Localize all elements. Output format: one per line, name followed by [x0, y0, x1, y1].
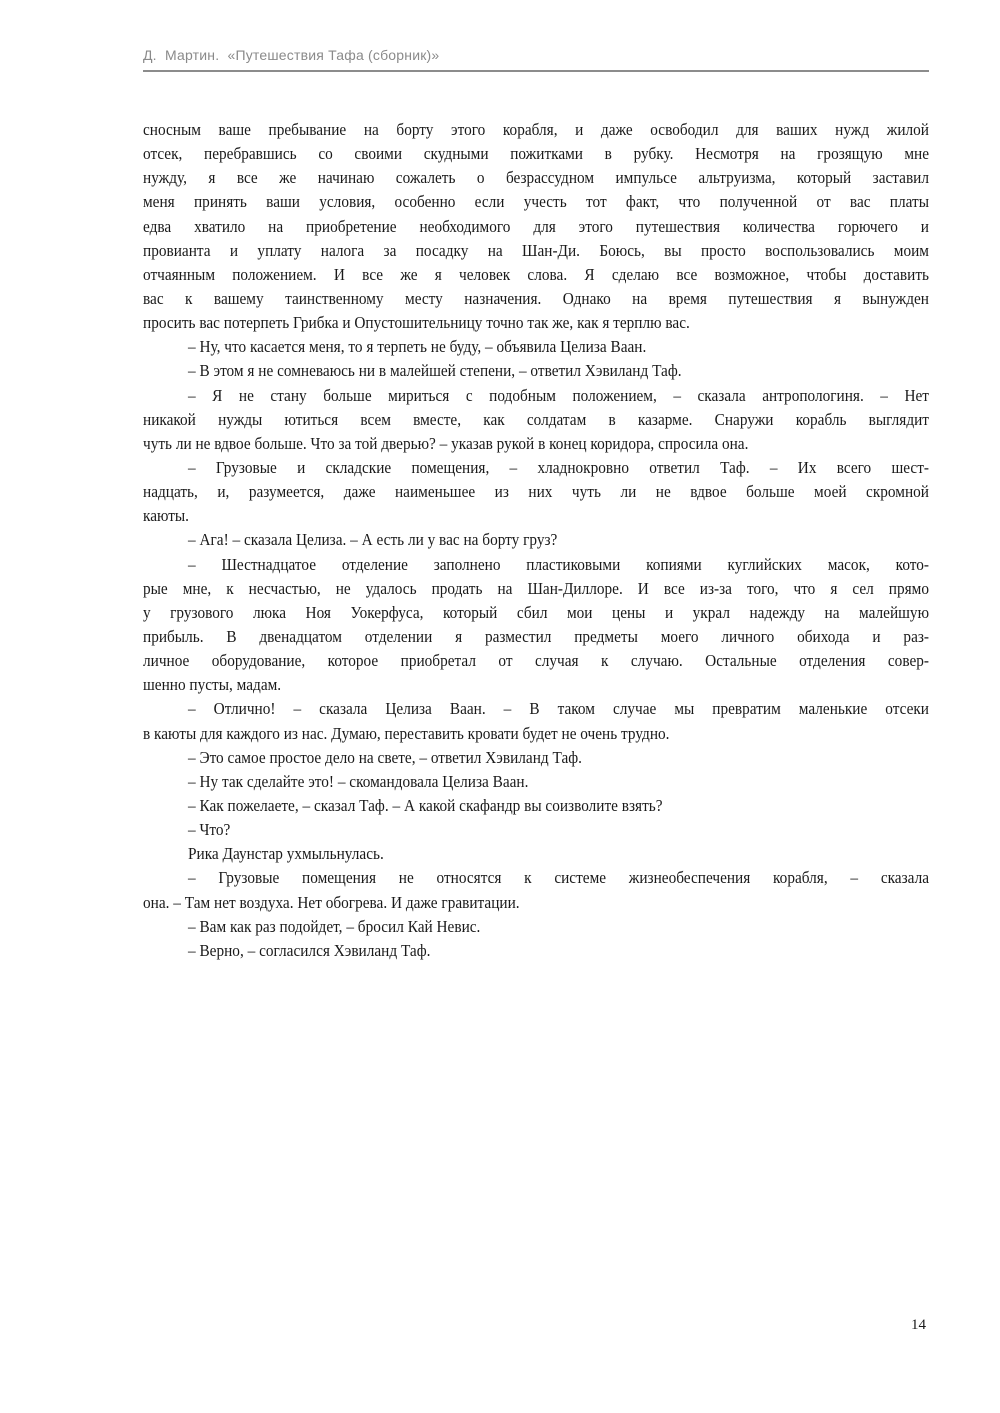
text-line — [143, 432, 929, 456]
text-line-content: меня принять ваши условия, особенно если учесть тот факт, что полученной от вас платы — [143, 192, 930, 212]
text-line-content: – Я не стану больше мириться с подобным положением, – сказала антропологиня. – Нет — [188, 385, 929, 405]
text-line-content: – Что? — [188, 820, 231, 840]
text-line — [143, 553, 929, 577]
text-line-content: шенно пусты, мадам. — [143, 675, 282, 695]
text-line — [143, 673, 929, 697]
text-line — [143, 891, 929, 915]
text-line-content: у грузового люка Ноя Уокерфуса, который сбил мои цены и украл надежду на малейшую — [143, 602, 930, 622]
text-line — [143, 504, 929, 528]
text-line-content: никакой нужды ютиться всем вместе, как солдатам в казарме. Снаружи корабль выглядит — [143, 409, 929, 429]
text-line — [143, 480, 929, 504]
text-line-content: – Ну так сделайте это! – скомандовала Целиза Ваан. — [188, 771, 529, 791]
text-line — [143, 528, 929, 552]
text-line — [143, 263, 929, 287]
text-line-content: каюты. — [143, 506, 190, 526]
text-line-content: рые мне, к несчастью, не удалось продать на Шан-Диллоре. И все из-за того, что я сел прямо — [143, 578, 929, 598]
text-line-content: просить вас потерпеть Грибка и Опустошительницу точно так же, как я терплю вас. — [143, 313, 690, 333]
text-line — [143, 818, 929, 842]
text-line — [143, 697, 929, 721]
text-line-content: – В этом я не сомневаюсь ни в малейшей степени, – ответил Хэвиланд Таф. — [188, 361, 682, 381]
text-line-content: – Грузовые помещения не относятся к системе жизнеобеспечения корабля, – сказала — [188, 868, 929, 888]
text-line-content: – Это самое простое дело на свете, – ответил Хэвиланд Таф. — [188, 747, 582, 767]
text-line — [143, 649, 929, 673]
text-line-content: едва хватило на приобретение необходимого для этого путешествия количества горючего и — [143, 216, 929, 236]
text-line — [143, 118, 929, 142]
text-line-content: – Отлично! – сказала Целиза Ваан. – В таком случае мы превратим маленькие отсеки — [188, 699, 930, 719]
text-line — [143, 359, 929, 383]
text-line — [143, 287, 929, 311]
text-line — [143, 456, 929, 480]
text-line — [143, 915, 929, 939]
text-line — [143, 239, 929, 263]
text-line-content: сносным ваше пребывание на борту этого корабля, и даже освободил для ваших нужд жилой — [143, 120, 930, 139]
text-line-content: провианта и уплату налога за посадку на Шан-Ди. Боюсь, вы просто воспользовались моим — [143, 240, 929, 260]
text-line-content: – Грузовые и складские помещения, – хладнокровно ответил Таф. – Их всего шест- — [188, 457, 930, 477]
text-line — [143, 722, 929, 746]
text-line-content: – Шестнадцатое отделение заполнено пластиковыми копиями куглийских масок, кото- — [188, 554, 930, 574]
body-text — [143, 118, 929, 963]
text-line-content: отсек, перебравшись со своими скудными пожитками в рубку. Несмотря на грозящую мне — [143, 144, 930, 164]
text-line — [143, 770, 929, 794]
text-line — [143, 577, 929, 601]
text-line-content: – Ну, что касается меня, то я терпеть не буду, – объявила Целиза Ваан. — [188, 337, 647, 357]
text-line — [143, 190, 929, 214]
text-line-content: – Ага! – сказала Целиза. – А есть ли у вас на борту груз? — [188, 530, 558, 550]
text-line-content: прибыль. В двенадцатом отделении я разместил предметы моего личного обихода и раз- — [143, 626, 929, 646]
text-line-content: нужду, я все же начинаю сожалеть о безрассудном импульсе альтруизма, который заставил — [143, 168, 929, 188]
text-line-content: – Как пожелаете, – сказал Таф. – А какой скафандр вы соизволите взять? — [188, 795, 663, 815]
text-line-content: отчаянным положением. И все же я человек слова. Я сделаю все возможное, чтобы доставить — [143, 264, 929, 284]
text-line — [143, 939, 929, 963]
text-line-content: Рика Даунстар ухмыльнулась. — [188, 844, 384, 864]
page-number: 14 — [911, 1317, 926, 1333]
text-line-content: она. – Там нет воздуха. Нет обогрева. И даже гравитации. — [143, 892, 520, 912]
text-line — [143, 746, 929, 770]
running-header: Д. Мартин. «Путешествия Тафа (сборник)» — [143, 47, 440, 63]
text-line-content: – Вам как раз подойдет, – бросил Кай Невис. — [188, 916, 481, 936]
header-divider — [143, 70, 929, 72]
text-line — [143, 311, 929, 335]
text-line — [143, 384, 929, 408]
text-line-content: в каюты для каждого из нас. Думаю, переставить кровати будет не очень трудно. — [143, 723, 670, 743]
text-line — [143, 601, 929, 625]
text-line — [143, 215, 929, 239]
text-line-content: надцать, и, разумеется, даже наименьшее из них чуть ли не вдвое больше моей скромной — [143, 482, 929, 502]
text-line-content: вас к вашему таинственному месту назначения. Однако на время путешествия я вынужден — [143, 288, 929, 308]
text-line — [143, 794, 929, 818]
text-line — [143, 142, 929, 166]
text-line — [143, 408, 929, 432]
text-line-content: чуть ли не вдвое больше. Что за той дверью? – указав рукой в конец коридора, спросила она. — [143, 433, 749, 453]
text-line-content: личное оборудование, которое приобретал от случая к случаю. Остальные отделения совер- — [143, 651, 929, 671]
text-line-content: – Верно, – согласился Хэвиланд Таф. — [188, 940, 431, 960]
text-line — [143, 866, 929, 890]
text-line — [143, 166, 929, 190]
text-line — [143, 335, 929, 359]
text-line — [143, 842, 929, 866]
text-line — [143, 625, 929, 649]
